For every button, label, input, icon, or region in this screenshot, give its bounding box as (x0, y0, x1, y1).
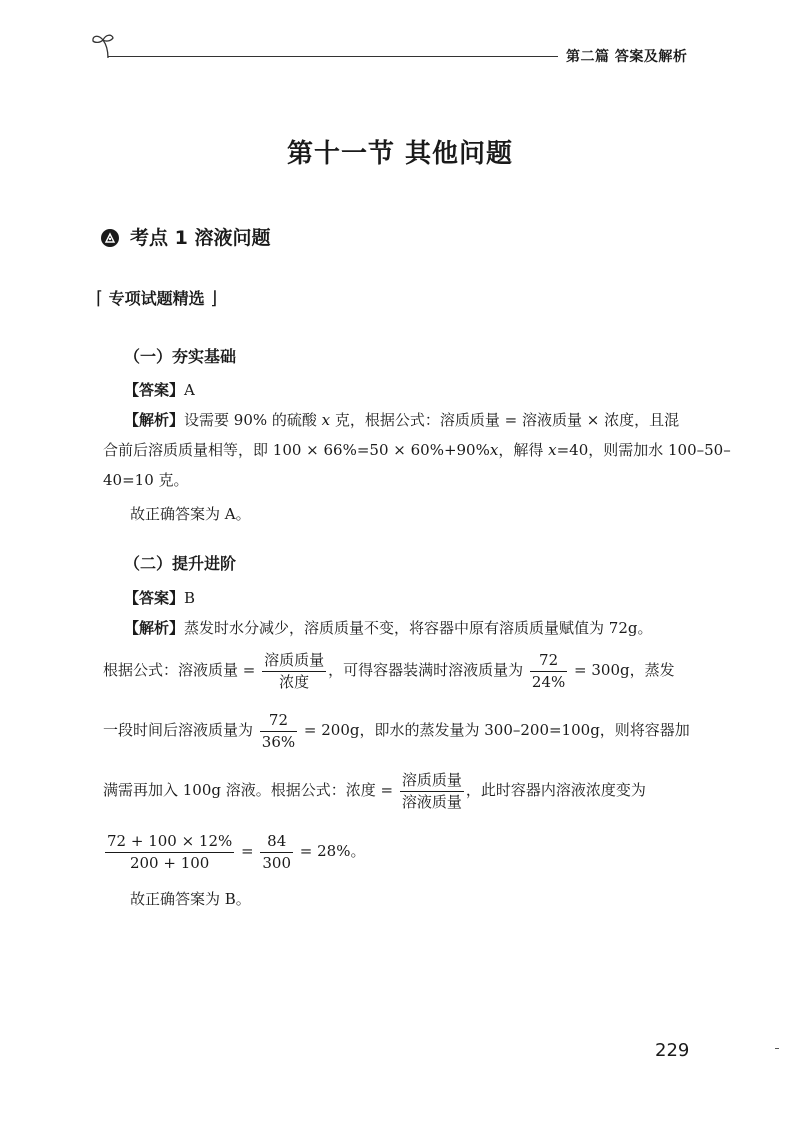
pen-nib-icon (101, 229, 119, 247)
math-var: x (321, 411, 331, 429)
fraction (105, 833, 234, 871)
answer-tag: 【答案】 (124, 589, 185, 607)
fraction-numerator: 72 (530, 652, 567, 672)
answer-value: B (184, 589, 196, 607)
part1-answer (124, 379, 195, 400)
fraction-denominator: 24% (531, 672, 566, 691)
text-run: 合前后溶质质量相等，即 100 × 66%=50 × 60%+90% (103, 441, 490, 459)
math-var: x (489, 441, 499, 459)
fraction-denominator: 浓度 (279, 672, 310, 691)
page-title: 第十一节 其他问题 (286, 139, 514, 169)
fraction-numerator: 溶质质量 (400, 772, 464, 792)
part2-analysis-line-3 (103, 712, 690, 750)
analysis-tag: 【解析】 (124, 411, 185, 429)
page-number: 229 (655, 1040, 690, 1061)
part2-analysis-line-2 (103, 652, 675, 690)
analysis-tag: 【解析】 (124, 619, 185, 637)
fraction (262, 652, 326, 690)
fraction-numerator: 溶质质量 (262, 652, 326, 672)
banner-close-bracket: ⌋ (210, 288, 218, 309)
part1-analysis-line-2 (103, 439, 731, 460)
part1-conclusion: 故正确答案为 A。 (130, 505, 251, 523)
text-run: 蒸发时水分减少，溶质质量不变，将容器中原有溶质质量赋值为 72g。 (184, 619, 653, 637)
part1-analysis-line-1 (124, 409, 679, 430)
part2-analysis-line-5 (103, 833, 365, 871)
text-run: =40，则需加水 100–50– (556, 441, 731, 459)
text-run: 克，根据公式：溶质质量 = 溶液质量 × 浓度，且混 (330, 411, 680, 429)
text-run: ，解得 (498, 441, 549, 459)
text-run: = (236, 842, 259, 860)
kaodian-heading: 考点 1 溶液问题 (130, 227, 271, 249)
fraction-numerator: 72 + 100 × 12% (105, 833, 234, 853)
fraction (530, 652, 567, 690)
header-rule (108, 56, 558, 57)
part2-conclusion: 故正确答案为 B。 (130, 890, 251, 908)
fraction-denominator: 36% (261, 732, 296, 751)
part2-analysis-line-1 (124, 617, 652, 638)
part2-analysis-line-4 (103, 772, 646, 810)
part2-answer (124, 587, 195, 608)
math-var: x (548, 441, 557, 459)
section-banner (96, 286, 217, 309)
text-run: 一段时间后溶液质量为 (103, 721, 258, 739)
fraction-denominator: 300 (262, 853, 292, 872)
text-run: 设需要 90% 的硫酸 (184, 411, 322, 429)
header-section-title: 第二篇 答案及解析 (566, 49, 688, 65)
answer-tag: 【答案】 (124, 381, 185, 399)
fraction-numerator: 84 (260, 833, 293, 853)
text-run: ，此时容器内溶液浓度变为 (465, 781, 646, 799)
scan-edge-mark (775, 1048, 779, 1049)
banner-label: 专项试题精选 (108, 289, 205, 308)
fraction-denominator: 200 + 100 (129, 853, 210, 872)
banner-open-bracket: ⌈ (96, 288, 104, 309)
fraction (260, 833, 293, 871)
text-run: = 300g，蒸发 (569, 661, 675, 679)
part2-heading: （二）提升进阶 (124, 554, 237, 573)
fraction-numerator: 72 (260, 712, 297, 732)
answer-value: A (184, 381, 195, 399)
part1-heading: （一）夯实基础 (124, 347, 237, 366)
text-run: ，可得容器装满时溶液质量为 (328, 661, 528, 679)
fraction-denominator: 溶液质量 (401, 792, 462, 811)
fraction (260, 712, 297, 750)
text-run: 满需再加入 100g 溶液。根据公式：浓度 = (103, 781, 398, 799)
text-run: 根据公式：溶液质量 = (103, 661, 261, 679)
text-run: = 28%。 (295, 842, 366, 860)
text-run: = 200g，即水的蒸发量为 300–200=100g，则将容器加 (299, 721, 690, 739)
part1-analysis-line-3: 40=10 克。 (103, 471, 189, 489)
fraction (400, 772, 464, 810)
